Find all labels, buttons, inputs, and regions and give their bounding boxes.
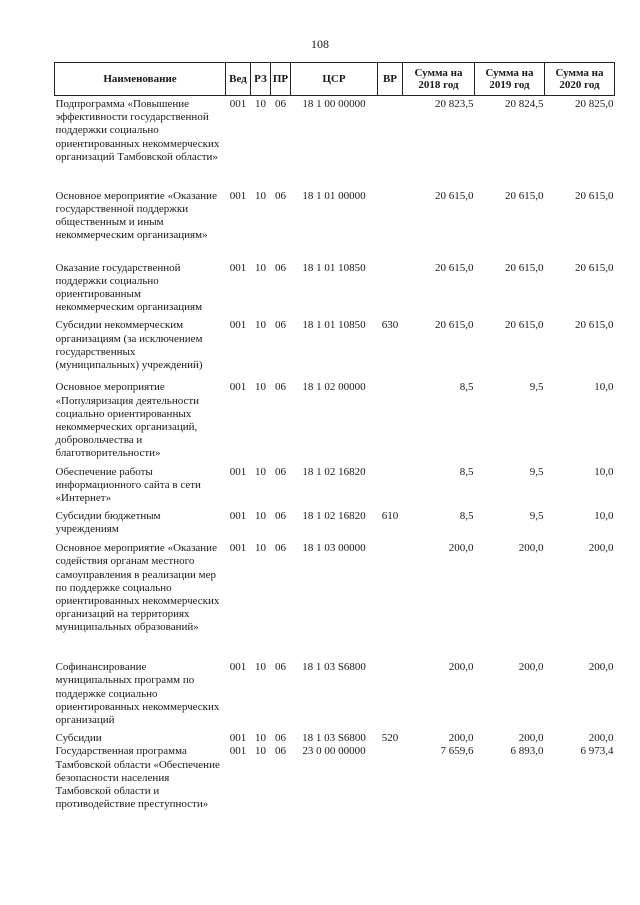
- row-pr: 06: [275, 510, 286, 523]
- row-name: Государственная программа Тамбовской области «Обеспечение безопасности населения Тамбовской области и противодействие преступности»: [55, 745, 220, 811]
- row-csr: 18 1 03 S6800: [302, 661, 366, 674]
- row-vr: [378, 745, 403, 825]
- row-rz: 10: [255, 98, 266, 110]
- row-csr: 18 1 02 16820: [302, 510, 366, 523]
- header-vr: ВР: [378, 63, 403, 96]
- row-sum-2019: 9,5: [529, 465, 544, 478]
- row-rz: 10: [255, 661, 266, 674]
- row-vr: [378, 372, 403, 460]
- row-pr: 06: [275, 381, 286, 394]
- row-ved: 001: [229, 745, 247, 758]
- row-pr: 06: [275, 261, 286, 274]
- row-ved: 001: [229, 465, 247, 478]
- row-name: Субсидии бюджетным учреждениям: [55, 510, 161, 536]
- budget-table: [54, 62, 615, 825]
- row-sum-2020: 20 615,0: [575, 319, 614, 332]
- row-csr: 18 1 03 00000: [302, 542, 366, 555]
- row-rz: 10: [255, 745, 266, 758]
- row-sum-2019: 9,5: [529, 510, 544, 523]
- table-row: [55, 180, 615, 252]
- table-row: [55, 727, 615, 745]
- row-sum-2018: 20 615,0: [435, 261, 474, 274]
- header-csr: ЦСР: [291, 63, 378, 96]
- row-csr: 18 1 01 00000: [302, 189, 366, 202]
- row-pr: 06: [275, 661, 286, 674]
- row-sum-2020: 10,0: [594, 465, 614, 478]
- table-row: [55, 96, 615, 180]
- row-sum-2018: 20 615,0: [435, 189, 474, 202]
- row-rz: 10: [255, 465, 266, 478]
- header-sum-2018: Сумма на 2018 год: [403, 63, 475, 96]
- row-vr: [378, 461, 403, 506]
- row-name: Подпрограмма «Повышение эффективности государственной поддержки социально ориентированных некоммерческих организаций Тамбовской области»: [55, 98, 220, 163]
- row-rz: 10: [255, 381, 266, 394]
- table-row: [55, 372, 615, 460]
- row-name: Софинансирование муниципальных программ по поддержке социально ориентированных некоммерческих организаций: [55, 661, 220, 726]
- table-row: [55, 461, 615, 506]
- row-pr: 06: [275, 542, 286, 555]
- header-sum-2019: Сумма на 2019 год: [475, 63, 545, 96]
- row-sum-2018: 200,0: [448, 732, 474, 745]
- row-sum-2020: 10,0: [594, 510, 614, 523]
- row-ved: 001: [229, 732, 247, 745]
- row-ved: 001: [229, 510, 247, 523]
- row-name: Основное мероприятие «Оказание государственной поддержки общественным и иным некоммерческим организациям»: [55, 189, 217, 242]
- table-row: [55, 539, 615, 652]
- row-sum-2018: 8,5: [459, 381, 474, 394]
- row-sum-2019: 200,0: [518, 542, 544, 555]
- row-csr: 18 1 00 00000: [302, 98, 366, 110]
- row-csr: 18 1 02 00000: [302, 381, 366, 394]
- row-rz: 10: [255, 319, 266, 332]
- row-sum-2018: 200,0: [448, 661, 474, 674]
- row-pr: 06: [275, 745, 286, 758]
- row-rz: 10: [255, 732, 266, 745]
- row-name: Обеспечение работы информационного сайта в сети «Интернет»: [55, 465, 201, 504]
- row-name: Основное мероприятие «Оказание содействия органам местного самоуправления в реализации мер по поддержке социально ориентированных некоммерческих организаций на территориях муниципальных образований»: [55, 542, 220, 634]
- header-ved: Вед: [226, 63, 251, 96]
- row-ved: 001: [229, 189, 247, 202]
- row-sum-2018: 200,0: [448, 542, 474, 555]
- header-sum-2020: Сумма на 2020 год: [545, 63, 615, 96]
- row-sum-2019: 6 893,0: [510, 745, 544, 758]
- row-csr: 18 1 01 10850: [302, 319, 366, 332]
- row-sum-2019: 200,0: [518, 732, 544, 745]
- row-name: Субсидии некоммерческим организациям (за исключением государственных (муниципальных) учреждений): [55, 319, 203, 371]
- row-vr: 520: [381, 732, 399, 745]
- table-header: [55, 63, 615, 96]
- row-sum-2018: 8,5: [459, 465, 474, 478]
- row-ved: 001: [229, 261, 247, 274]
- row-sum-2019: 20 615,0: [505, 319, 544, 332]
- row-csr: 18 1 01 10850: [302, 261, 366, 274]
- row-pr: 06: [275, 98, 286, 110]
- row-vr: 610: [381, 510, 399, 523]
- row-sum-2020: 200,0: [588, 661, 614, 674]
- row-sum-2020: 20 615,0: [575, 189, 614, 202]
- row-csr: 23 0 00 00000: [302, 745, 366, 758]
- row-sum-2019: 9,5: [529, 381, 544, 394]
- table-row: [55, 314, 615, 372]
- row-pr: 06: [275, 319, 286, 332]
- row-sum-2018: 8,5: [459, 510, 474, 523]
- row-rz: 10: [255, 510, 266, 523]
- table-body: [55, 96, 615, 826]
- row-sum-2020: 6 973,4: [580, 745, 614, 758]
- row-sum-2020: 10,0: [594, 381, 614, 394]
- header-rz: РЗ: [251, 63, 271, 96]
- page-number: 108: [311, 37, 329, 51]
- row-ved: 001: [229, 542, 247, 555]
- row-sum-2019: 20 615,0: [505, 261, 544, 274]
- table-row: [55, 505, 615, 539]
- row-rz: 10: [255, 542, 266, 555]
- row-csr: 18 1 02 16820: [302, 465, 366, 478]
- table-row: [55, 252, 615, 315]
- row-ved: 001: [229, 319, 247, 332]
- row-vr: 630: [381, 319, 399, 332]
- row-sum-2020: 20 615,0: [575, 261, 614, 274]
- row-name: Оказание государственной поддержки социально ориентированным некоммерческим организациям: [55, 261, 203, 314]
- row-rz: 10: [255, 189, 266, 202]
- row-sum-2020: 200,0: [588, 732, 614, 745]
- row-vr: [378, 180, 403, 252]
- row-ved: 001: [229, 381, 247, 394]
- row-sum-2020: 20 825,0: [575, 98, 614, 110]
- row-sum-2020: 200,0: [588, 542, 614, 555]
- header-name: Наименование: [55, 63, 226, 96]
- row-sum-2019: 20 615,0: [505, 189, 544, 202]
- table-row: [55, 745, 615, 825]
- row-rz: 10: [255, 261, 266, 274]
- row-sum-2018: 7 659,6: [440, 745, 474, 758]
- row-ved: 001: [229, 98, 247, 110]
- table-row: [55, 652, 615, 727]
- header-pr: ПР: [271, 63, 291, 96]
- row-csr: 18 1 03 S6800: [302, 732, 366, 745]
- row-sum-2018: 20 615,0: [435, 319, 474, 332]
- row-vr: [378, 252, 403, 315]
- row-sum-2019: 20 824,5: [505, 98, 544, 110]
- row-vr: [378, 96, 403, 180]
- row-pr: 06: [275, 732, 286, 745]
- row-pr: 06: [275, 189, 286, 202]
- row-sum-2019: 200,0: [518, 661, 544, 674]
- row-vr: [378, 652, 403, 727]
- row-vr: [378, 539, 403, 652]
- row-sum-2018: 20 823,5: [435, 98, 474, 110]
- row-ved: 001: [229, 661, 247, 674]
- row-name: Субсидии: [55, 732, 102, 745]
- row-pr: 06: [275, 465, 286, 478]
- row-name: Основное мероприятие «Популяризация деятельности социально ориентированных некоммерческих организаций, добровольчества и благотворительности»: [55, 381, 200, 460]
